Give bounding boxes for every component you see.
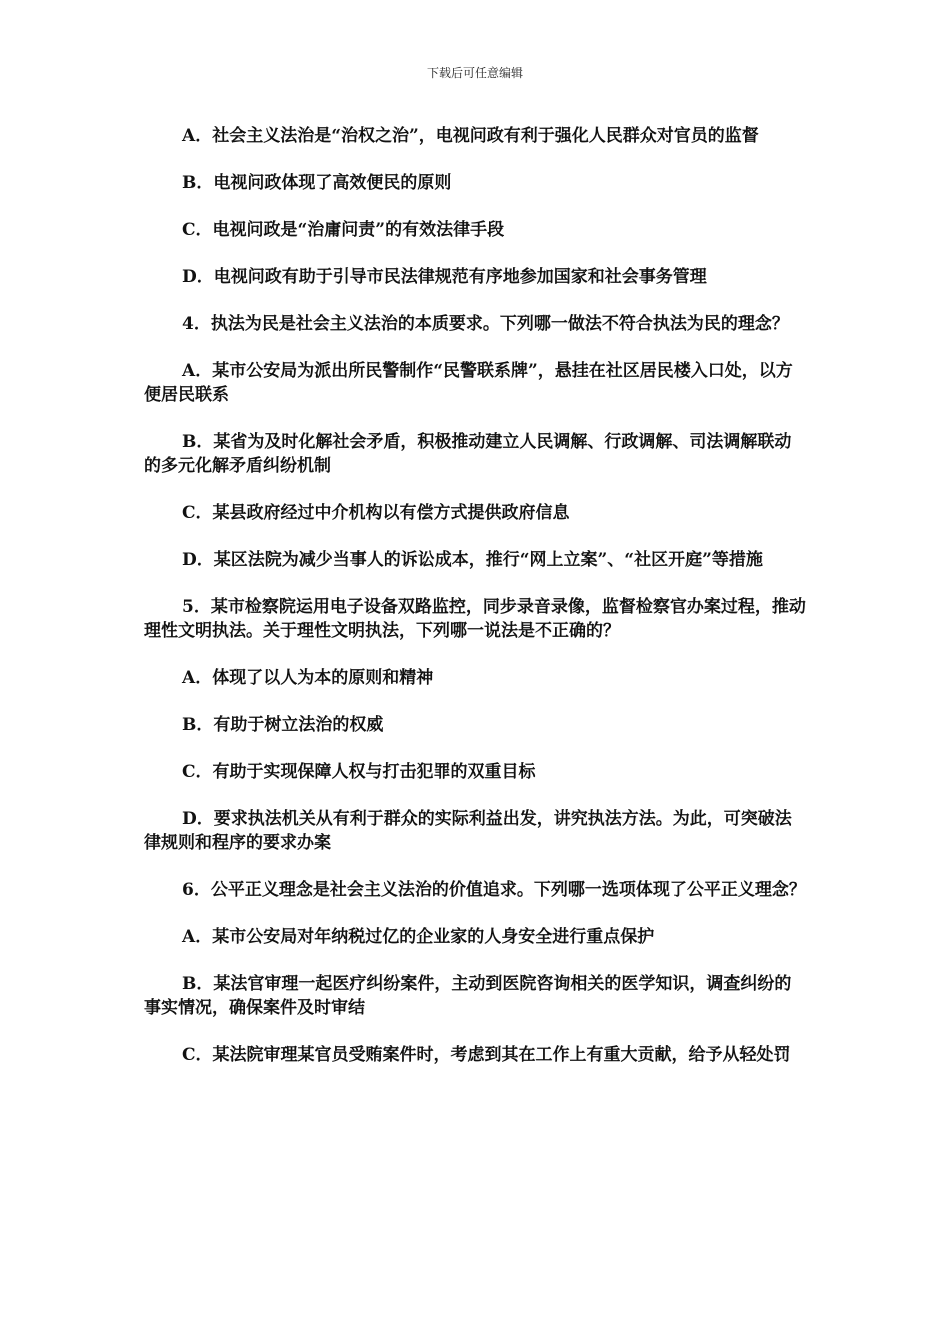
- question-5: 5．某市检察院运用电子设备双路监控，同步录音录像，监督检察官办案过程，推动理性文明执法。关于理性文明执法，下列哪一说法是不正确的？: [144, 597, 806, 641]
- option-3c: C．电视问政是“治庸问责”的有效法律手段: [182, 220, 505, 240]
- option-3d: D．电视问政有助于引导市民法律规范有序地参加国家和社会事务管理: [182, 267, 707, 287]
- question-6: 6．公平正义理念是社会主义法治的价值追求。下列哪一选项体现了公平正义理念？: [182, 880, 806, 900]
- option-4a: A．某市公安局为派出所民警制作“民警联系牌”，悬挂在社区居民楼入口处，以方便居民联系: [144, 361, 793, 405]
- question-4: 4．执法为民是社会主义法治的本质要求。下列哪一做法不符合执法为民的理念？: [182, 314, 789, 334]
- document-body: [144, 124, 806, 1090]
- option-5b: B．有助于树立法治的权威: [182, 715, 384, 735]
- option-5d: D．要求执法机关从有利于群众的实际利益出发，讲究执法方法。为此，可突破法律规则和程序的要求办案: [144, 809, 792, 853]
- option-4b: B．某省为及时化解社会矛盾，积极推动建立人民调解、行政调解、司法调解联动的多元化解矛盾纠纷机制: [144, 432, 792, 476]
- page-header: 下载后可任意编辑: [426, 66, 523, 80]
- option-3a: A．社会主义法治是“治权之治”，电视问政有利于强化人民群众对官员的监督: [182, 126, 759, 146]
- option-4d: D．某区法院为减少当事人的诉讼成本，推行“网上立案”、“社区开庭”等措施: [182, 550, 763, 570]
- option-3b: B．电视问政体现了高效便民的原则: [182, 173, 452, 193]
- option-4c: C．某县政府经过中介机构以有偿方式提供政府信息: [182, 503, 570, 523]
- option-6c: C．某法院审理某官员受贿案件时，考虑到其在工作上有重大贡献，给予从轻处罚: [182, 1045, 791, 1065]
- option-6a: A．某市公安局对年纳税过亿的企业家的人身安全进行重点保护: [182, 927, 655, 947]
- option-5c: C．有助于实现保障人权与打击犯罪的双重目标: [182, 762, 536, 782]
- option-5a: A．体现了以人为本的原则和精神: [182, 668, 434, 688]
- option-6b: B．某法官审理一起医疗纠纷案件，主动到医院咨询相关的医学知识，调查纠纷的事实情况，确保案件及时审结: [144, 974, 792, 1018]
